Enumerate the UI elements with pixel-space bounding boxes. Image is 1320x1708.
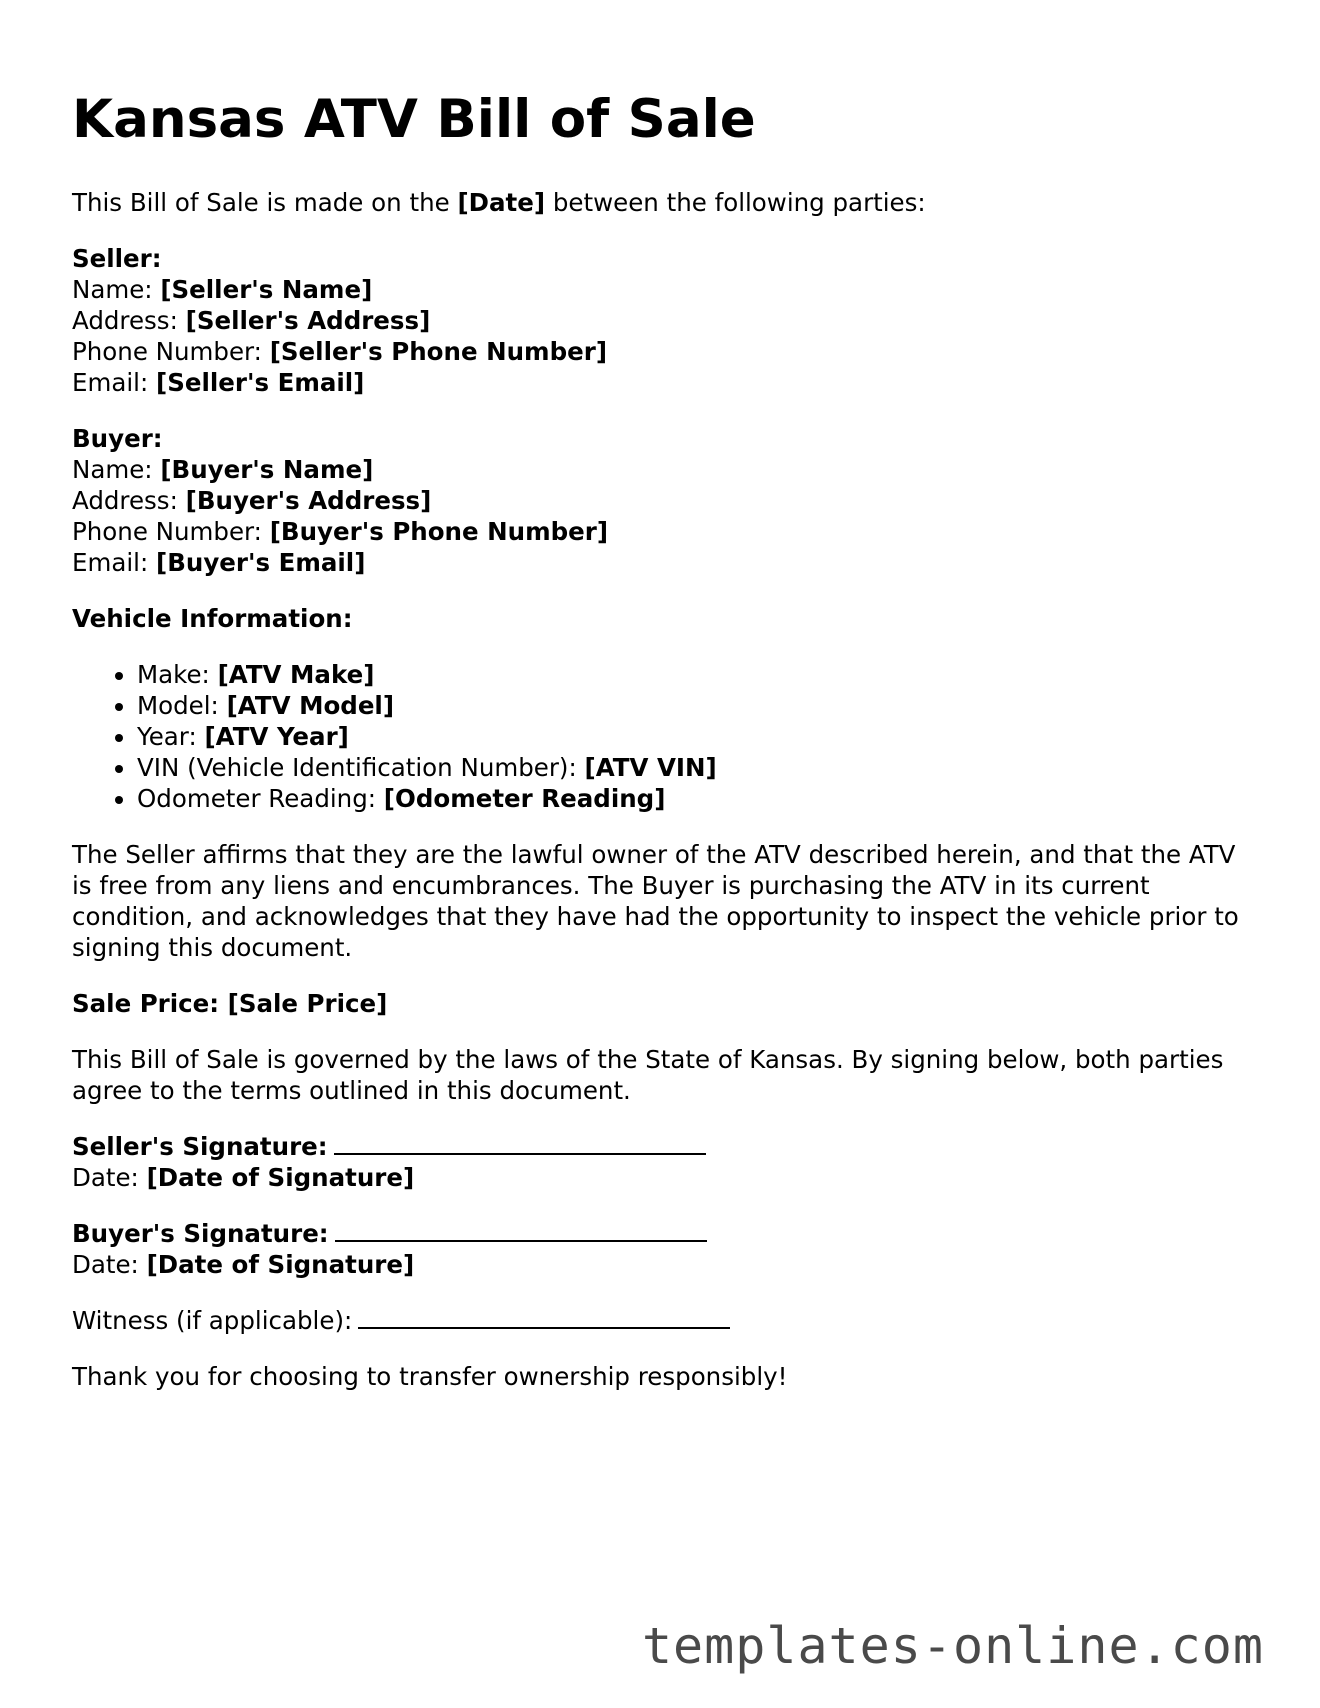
seller-address-value: [Seller's Address]: [185, 306, 431, 335]
seller-address-label: Address:: [72, 306, 186, 335]
list-item: [137, 659, 1252, 690]
buyer-signature-label: Buyer's Signature:: [72, 1219, 329, 1248]
list-item: [137, 783, 1252, 814]
seller-phone-label: Phone Number:: [72, 337, 270, 366]
intro-date-placeholder: [Date]: [457, 188, 546, 217]
vehicle-vin-value: [ATV VIN]: [584, 753, 717, 782]
buyer-email-value: [Buyer's Email]: [156, 548, 366, 577]
buyer-phone-value: [Buyer's Phone Number]: [269, 517, 609, 546]
seller-phone-value: [Seller's Phone Number]: [269, 337, 608, 366]
vehicle-heading: [72, 603, 1252, 634]
buyer-signature-date-value: [Date of Signature]: [146, 1250, 415, 1279]
seller-email-value: [Seller's Email]: [156, 368, 365, 397]
buyer-signature-date-label: Date:: [72, 1250, 147, 1279]
buyer-signature-date-line: [72, 1249, 1252, 1280]
buyer-heading: Buyer:: [72, 424, 163, 453]
list-item: [137, 752, 1252, 783]
seller-signature-date-value: [Date of Signature]: [146, 1163, 415, 1192]
vehicle-year-label: Year:: [137, 722, 205, 751]
seller-signature-block: [72, 1131, 1252, 1193]
seller-name-value: [Seller's Name]: [160, 275, 373, 304]
list-item: [137, 721, 1252, 752]
vehicle-odometer-label: Odometer Reading:: [137, 784, 384, 813]
affirmation-paragraph: The Seller affirms that they are the lawful owner of the ATV described herein, and that the ATV is free from any liens and encumbrances. The Buyer is purchasing the ATV in its current condition, and acknowledges that they have had the opportunity to inspect the vehicle prior to signing this document.: [72, 840, 1239, 962]
buyer-address-label: Address:: [72, 486, 186, 515]
vehicle-heading-text: Vehicle Information:: [72, 604, 353, 633]
vehicle-info-list: [72, 659, 1252, 814]
watermark-text: templates-online.com: [641, 1617, 1264, 1675]
seller-signature-date-line: [72, 1162, 1252, 1193]
list-item: [137, 690, 1252, 721]
buyer-email-line: [72, 547, 1252, 578]
witness-signature-field[interactable]: [358, 1307, 730, 1329]
buyer-address-line: [72, 485, 1252, 516]
sale-price-text: Sale Price: [Sale Price]: [72, 989, 388, 1018]
intro-paragraph: [72, 187, 1252, 218]
buyer-phone-line: [72, 516, 1252, 547]
closing-paragraph: Thank you for choosing to transfer ownership responsibly!: [72, 1362, 788, 1391]
seller-name-line: [72, 274, 1252, 305]
buyer-signature-line: [72, 1218, 1252, 1249]
document-page: [72, 88, 1252, 1417]
buyer-name-label: Name:: [72, 455, 161, 484]
seller-signature-date-label: Date:: [72, 1163, 147, 1192]
seller-phone-line: [72, 336, 1252, 367]
buyer-name-line: [72, 454, 1252, 485]
seller-signature-line: [72, 1131, 1252, 1162]
seller-name-label: Name:: [72, 275, 161, 304]
governing-law-paragraph: This Bill of Sale is governed by the laws of the State of Kansas. By signing below, both parties agree to the terms outlined in this document.: [72, 1045, 1224, 1105]
intro-prefix: This Bill of Sale is made on the: [72, 188, 458, 217]
vehicle-make-label: Make:: [137, 660, 218, 689]
seller-email-line: [72, 367, 1252, 398]
buyer-email-label: Email:: [72, 548, 157, 577]
buyer-signature-field[interactable]: [335, 1220, 707, 1242]
seller-section: [72, 243, 1252, 398]
buyer-name-value: [Buyer's Name]: [160, 455, 374, 484]
vehicle-model-label: Model:: [137, 691, 227, 720]
vehicle-make-value: [ATV Make]: [217, 660, 375, 689]
buyer-signature-block: [72, 1218, 1252, 1280]
witness-label: Witness (if applicable):: [72, 1306, 353, 1335]
witness-line: [72, 1305, 1252, 1336]
buyer-section: [72, 423, 1252, 578]
seller-address-line: [72, 305, 1252, 336]
vehicle-model-value: [ATV Model]: [226, 691, 395, 720]
intro-suffix: between the following parties:: [545, 188, 926, 217]
sale-price-line: [72, 988, 1252, 1019]
vehicle-year-value: [ATV Year]: [204, 722, 349, 751]
vehicle-vin-label: VIN (Vehicle Identification Number):: [137, 753, 585, 782]
document-title: Kansas ATV Bill of Sale: [72, 89, 756, 150]
buyer-phone-label: Phone Number:: [72, 517, 270, 546]
vehicle-odometer-value: [Odometer Reading]: [383, 784, 666, 813]
seller-email-label: Email:: [72, 368, 157, 397]
buyer-address-value: [Buyer's Address]: [185, 486, 432, 515]
seller-heading: Seller:: [72, 244, 162, 273]
seller-signature-label: Seller's Signature:: [72, 1132, 328, 1161]
seller-signature-field[interactable]: [334, 1133, 706, 1155]
